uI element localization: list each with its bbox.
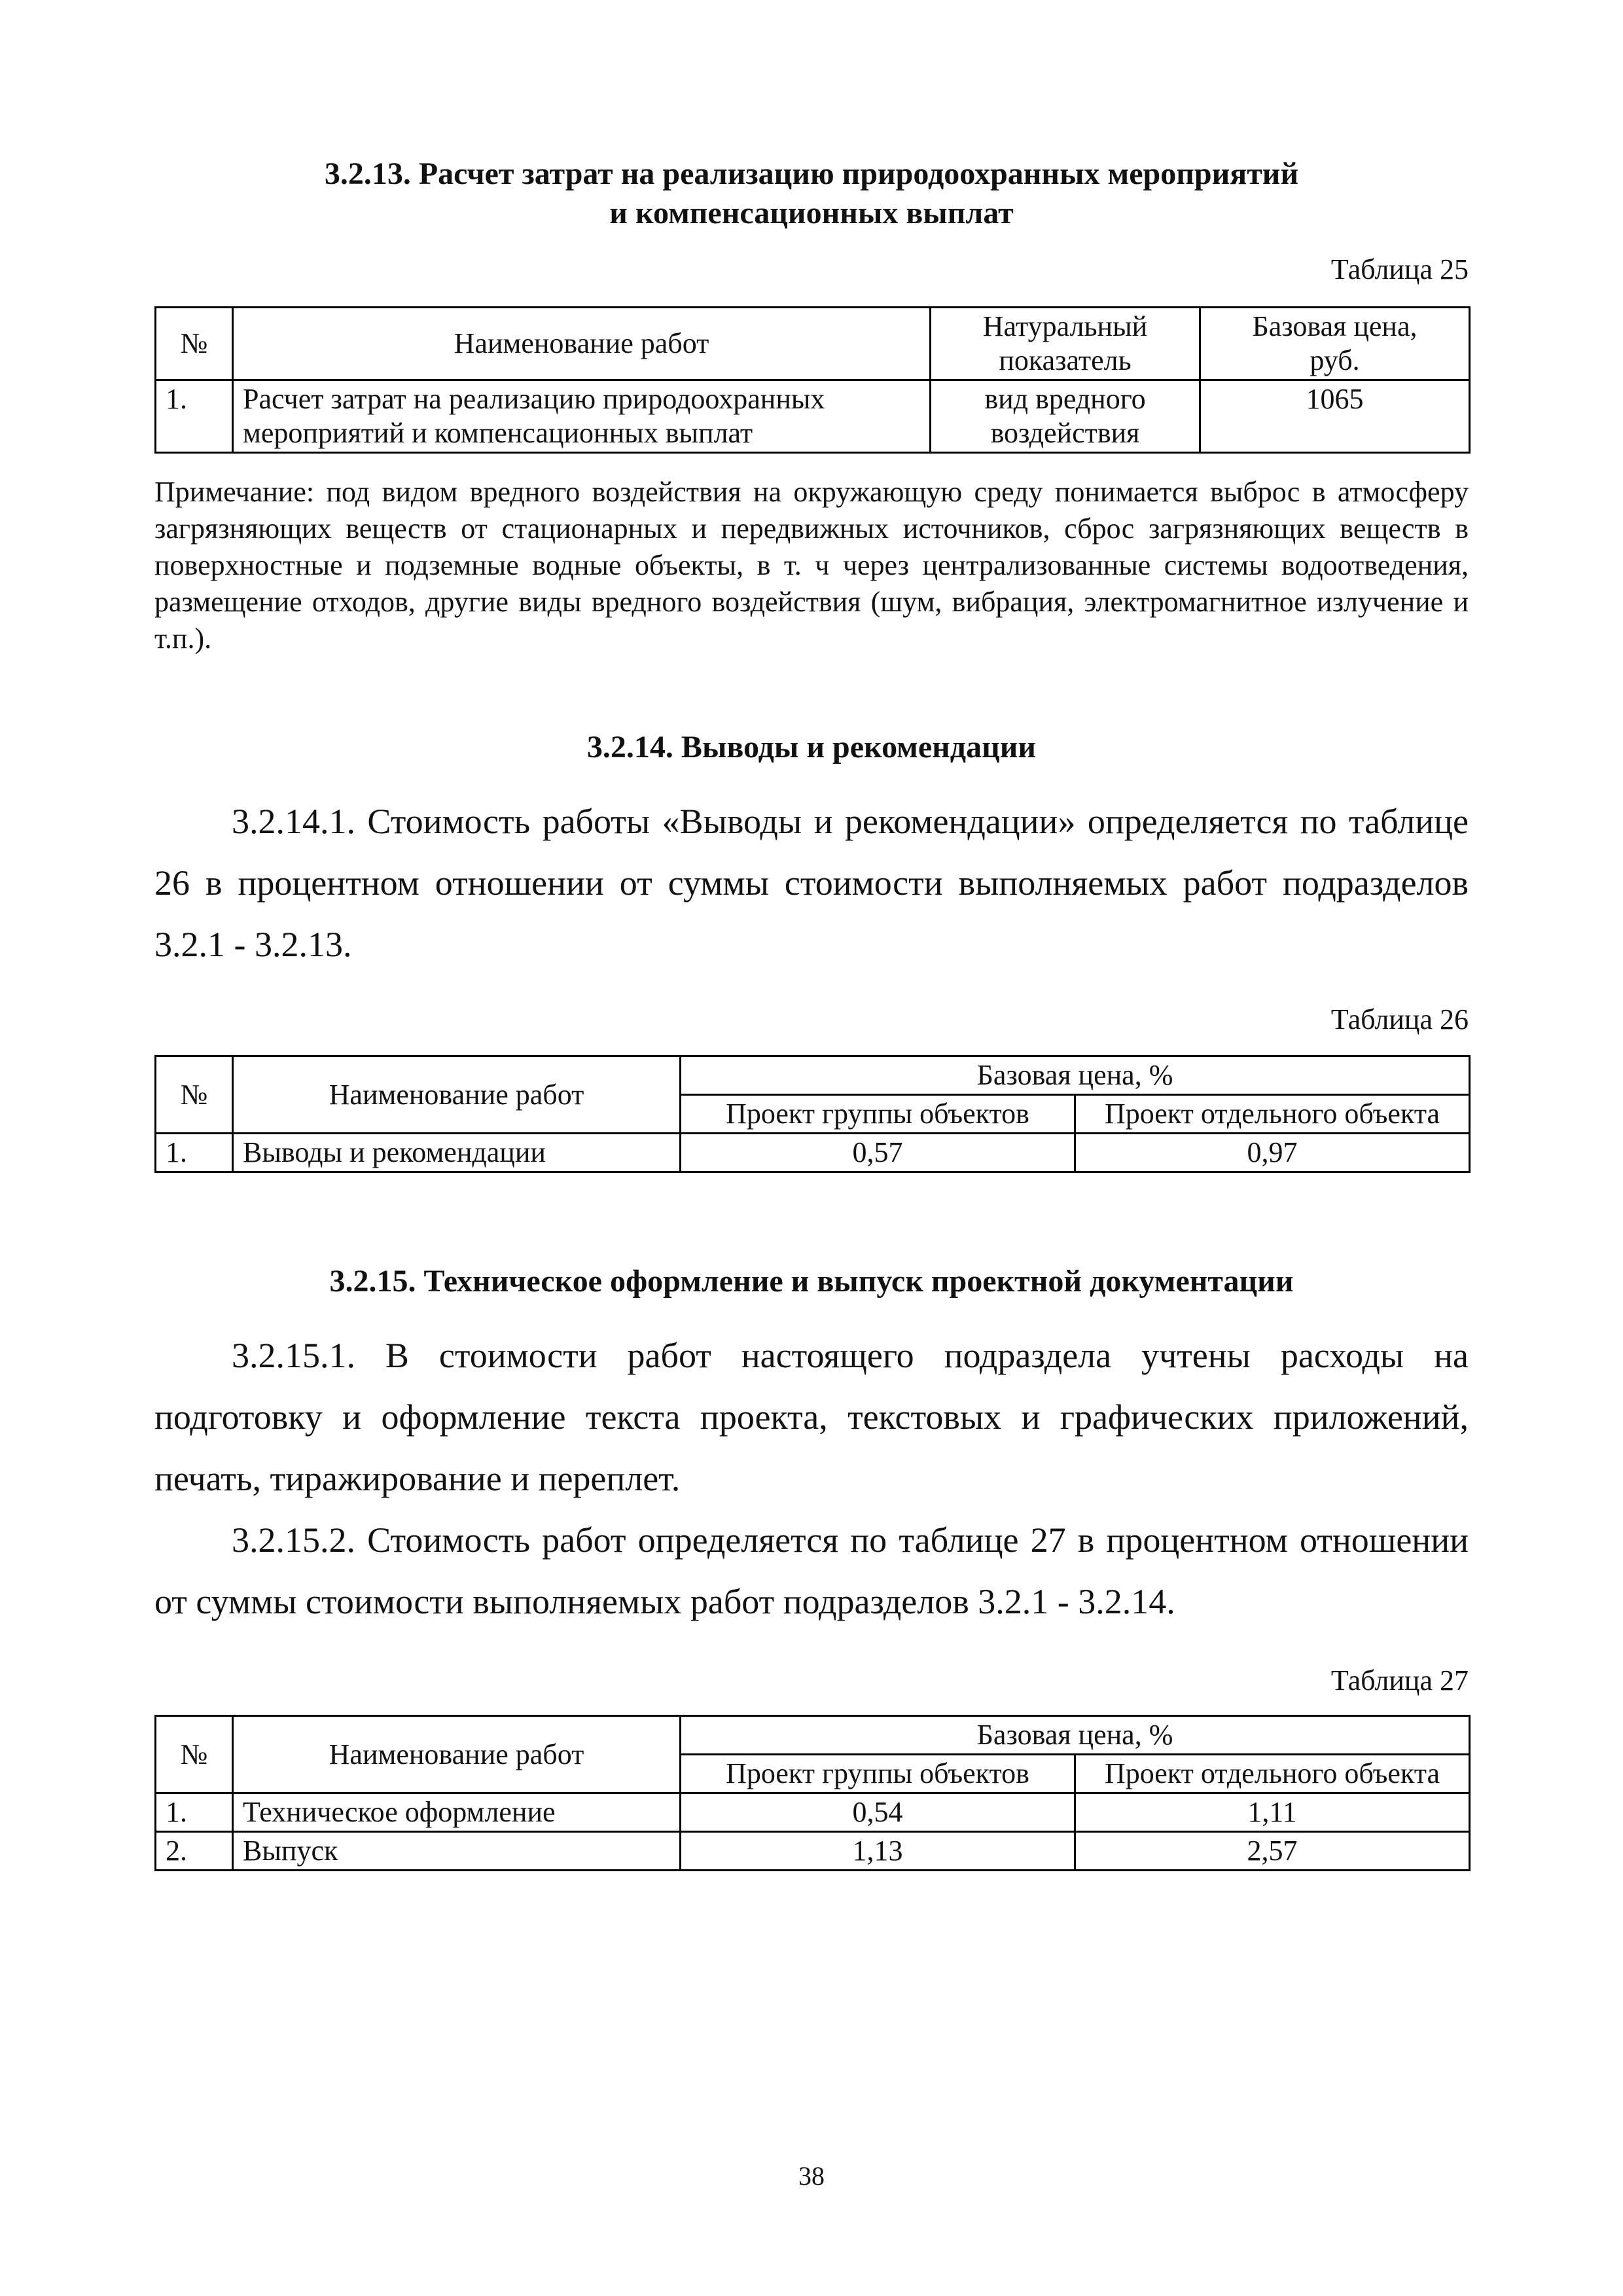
table-25-caption: Таблица 25 (1330, 253, 1469, 285)
cell-num: 1. (156, 1793, 233, 1832)
table-27-caption: Таблица 27 (1330, 1664, 1469, 1696)
table-header-row (156, 1056, 1470, 1095)
table-header-row (156, 308, 1470, 380)
section-3-2-14-title: 3.2.14. Выводы и рекомендации (586, 730, 1037, 764)
cell-group: 0,57 (681, 1134, 1075, 1172)
header-indicator (931, 308, 1200, 380)
header-num: № (156, 308, 233, 380)
section-3-2-13-title (154, 154, 1469, 233)
cell-name: Техническое оформление (233, 1793, 681, 1832)
table-header-row (156, 1716, 1470, 1755)
header-name: Наименование работ (233, 308, 931, 380)
table-25-note: Примечание: под видом вредного воздействия на окружающую среду понимается выброс в атмосферу загрязняющих веществ от стационарных и передвижных источников, сброс загрязняющих веществ в поверхностные и подземные водные объекты, в т. ч через централизованные системы водоотведения, размещение отходов, другие виды вредного воздействия (шум, вибрация, электромагнитное излучение и т.п.). (154, 476, 1469, 655)
header-price (1200, 308, 1470, 380)
cell-num: 1. (156, 1134, 233, 1172)
cell-name-line1: Расчет затрат на реализацию природоохранных (243, 383, 825, 415)
header-num: № (156, 1056, 233, 1134)
cell-name (233, 380, 931, 453)
header-single: Проект отдельного объекта (1075, 1755, 1470, 1793)
cell-num: 1. (156, 380, 233, 453)
table-26-caption: Таблица 26 (1330, 1003, 1469, 1035)
cell-indicator-line1: вид вредного (984, 383, 1146, 415)
header-price-line2: руб. (1310, 344, 1360, 376)
cell-group: 1,13 (681, 1832, 1075, 1871)
section-title-line1: 3.2.13. Расчет затрат на реализацию природоохранных мероприятий (324, 156, 1299, 191)
header-group: Проект группы объектов (681, 1755, 1075, 1793)
table-26 (154, 1055, 1471, 1173)
table-row (156, 1832, 1470, 1871)
section-title-line2: и компенсационных выплат (609, 196, 1014, 230)
header-num: № (156, 1716, 233, 1793)
table-25 (154, 306, 1471, 454)
table-27 (154, 1715, 1471, 1871)
header-price: Базовая цена, % (681, 1056, 1470, 1095)
page-number: 38 (798, 2161, 825, 2191)
paragraph-3-2-14-1: 3.2.14.1. Стоимость работы «Выводы и рекомендации» определяется по таблице 26 в процентном отношении от суммы стоимости выполняемых работ подразделов 3.2.1 - 3.2.13. (154, 802, 1469, 964)
table-row (156, 1793, 1470, 1832)
section-3-2-15-title: 3.2.15. Техническое оформление и выпуск проектной документации (329, 1264, 1294, 1299)
header-group: Проект группы объектов (681, 1095, 1075, 1134)
cell-group: 0,54 (681, 1793, 1075, 1832)
cell-indicator-line2: воздействия (990, 417, 1140, 449)
paragraph-3-2-15-2: 3.2.15.2. Стоимость работ определяется по таблице 27 в процентном отношении от суммы стоимости выполняемых работ подразделов 3.2.1 - 3.2.14. (154, 1520, 1469, 1621)
header-price: Базовая цена, % (681, 1716, 1470, 1755)
table-row (156, 380, 1470, 453)
cell-single: 1,11 (1075, 1793, 1470, 1832)
header-price-line1: Базовая цена, (1252, 310, 1418, 342)
header-name: Наименование работ (233, 1716, 681, 1793)
header-indicator-line1: Натуральный (982, 310, 1148, 342)
cell-name: Выводы и рекомендации (233, 1134, 681, 1172)
cell-name: Выпуск (233, 1832, 681, 1871)
cell-single: 0,97 (1075, 1134, 1470, 1172)
cell-name-line2: мероприятий и компенсационных выплат (243, 417, 753, 449)
header-single: Проект отдельного объекта (1075, 1095, 1470, 1134)
table-row (156, 1134, 1470, 1172)
cell-indicator (931, 380, 1200, 453)
header-indicator-line2: показатель (999, 344, 1132, 376)
paragraph-3-2-15-1: 3.2.15.1. В стоимости работ настоящего подраздела учтены расходы на подготовку и оформление текста проекта, текстовых и графических приложений, печать, тиражирование и переплет. (154, 1336, 1469, 1498)
cell-single: 2,57 (1075, 1832, 1470, 1871)
header-name: Наименование работ (233, 1056, 681, 1134)
cell-num: 2. (156, 1832, 233, 1871)
cell-price: 1065 (1200, 380, 1470, 453)
